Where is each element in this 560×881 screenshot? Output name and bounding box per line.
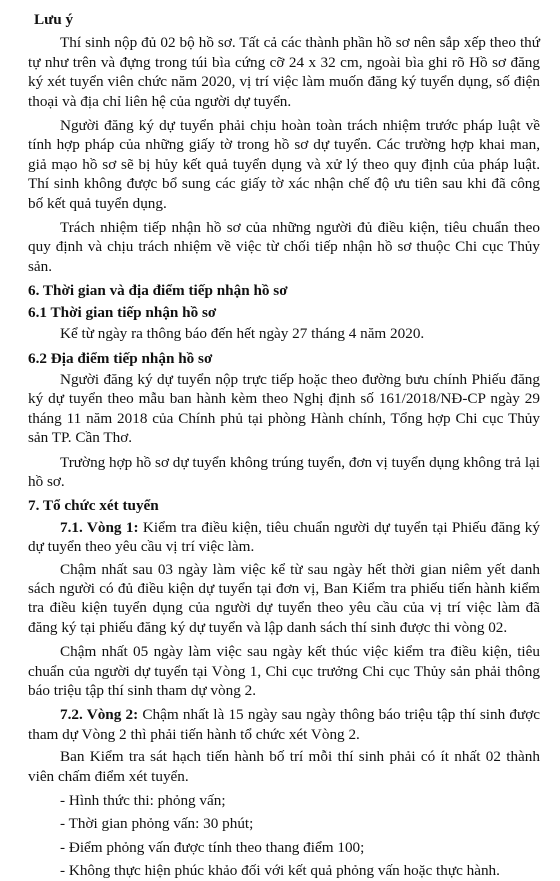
round-2-paragraph — [28, 705, 540, 744]
note-heading: Lưu ý — [34, 11, 74, 28]
round-2-label: 7.2. Vòng 2: — [60, 706, 139, 724]
note-paragraph-3: Trách nhiệm tiếp nhận hồ sơ của những người đủ điều kiện, tiêu chuẩn theo quy định và chịu trách nhiệm về việc từ chối tiếp nhận hồ sơ thuộc Chi cục Thủy sản. — [28, 219, 540, 275]
round-2-item-duration: - Thời gian phỏng vấn: 30 phút; — [60, 815, 254, 833]
round-2-item-no-review: - Không thực hiện phúc khảo đối với kết quả phỏng vấn hoặc thực hành. — [60, 862, 500, 880]
note-paragraph-1: Thí sinh nộp đủ 02 bộ hồ sơ. Tất cả các thành phần hồ sơ nên sắp xếp theo thứ tự như trên và đựng trong túi bìa cứng cỡ 24 x 32 cm, ngoài bìa ghi rõ Hồ sơ đăng ký xét tuyển viên chức năm 2020, vị trí việc làm muốn đăng ký tuyển dụng, số điện thoại và địa chỉ liên hệ của người dự tuyển. — [28, 34, 540, 110]
section-6-2-heading: 6.2 Địa điểm tiếp nhận hồ sơ — [28, 349, 213, 367]
round-2-item-scale: - Điểm phỏng vấn được tính theo thang điểm 100; — [60, 838, 365, 856]
round-1-text: Kiểm tra điều kiện, tiêu chuẩn người dự tuyển tại Phiếu đăng ký dự tuyển theo yêu cầu vị trí việc làm. — [28, 518, 540, 556]
round-1-paragraph-3: Chậm nhất 05 ngày làm việc sau ngày kết thúc việc kiểm tra điều kiện, tiêu chuẩn của người dự tuyển tại Vòng 1, Chi cục trưởng Chi cục Thủy sản phải thông báo triệu tập thí sinh tham dự vòng 2. — [28, 643, 540, 699]
section-6-2-paragraph-2: Trường hợp hồ sơ dự tuyển không trúng tuyển, đơn vị tuyển dụng không trả lại hồ sơ. — [28, 453, 541, 490]
section-7-heading: 7. Tổ chức xét tuyển — [28, 497, 159, 515]
round-2-paragraph-2: Ban Kiểm tra sát hạch tiến hành bố trí mỗi thí sinh phải có ít nhất 02 thành viên chấm điểm xét tuyển. — [28, 748, 540, 785]
section-6-heading: 6. Thời gian và địa điểm tiếp nhận hồ sơ — [28, 282, 288, 300]
section-6-1-heading: 6.1 Thời gian tiếp nhận hồ sơ — [28, 303, 217, 321]
round-2-text: Chậm nhất là 15 ngày sau ngày thông báo triệu tập thí sinh được tham dự Vòng 2 thì phải tiến hành tổ chức xét Vòng 2. — [28, 706, 540, 743]
section-6-2-paragraph-1: Người đăng ký dự tuyển nộp trực tiếp hoặc theo đường bưu chính Phiếu đăng ký dự tuyển theo mẫu ban hành kèm theo Nghị định số 161/2018/NĐ-CP ngày 29 tháng 11 năm 2018 của Chính phủ tại phòng Hành chính, Tổng hợp Chi cục Thủy sản TP. Cần Thơ. — [28, 370, 540, 447]
round-1-paragraph — [28, 518, 540, 557]
section-6-1-text: Kể từ ngày ra thông báo đến hết ngày 27 tháng 4 năm 2020. — [60, 325, 425, 343]
note-paragraph-2: Người đăng ký dự tuyển phải chịu hoàn toàn trách nhiệm trước pháp luật về tính hợp pháp của những giấy tờ trong hồ sơ dự tuyển. Các trường hợp khai man, giả mạo hồ sơ sẽ bị hủy kết quả tuyển dụng và xử lý theo quy định của pháp luật. Thí sinh không được bổ sung các giấy tờ xác nhận chế độ ưu tiên sau khi đã công bố kết quả tuyển dụng. — [28, 117, 540, 212]
round-1-paragraph-2: Chậm nhất sau 03 ngày làm việc kể từ sau ngày hết thời gian niêm yết danh sách người có đủ điều kiện dự tuyển tại đơn vị, Ban Kiểm tra phiếu tiến hành kiểm tra điều kiện tuyển dụng của người dự tuyển theo yêu cầu của vị trí việc làm đã đăng ký tại phiếu đăng ký dự tuyển và lập danh sách thí sinh được thi vòng 02. — [28, 560, 540, 636]
round-2-item-format: - Hình thức thi: phỏng vấn; — [60, 792, 226, 810]
round-1-label: 7.1. Vòng 1: — [60, 518, 139, 536]
